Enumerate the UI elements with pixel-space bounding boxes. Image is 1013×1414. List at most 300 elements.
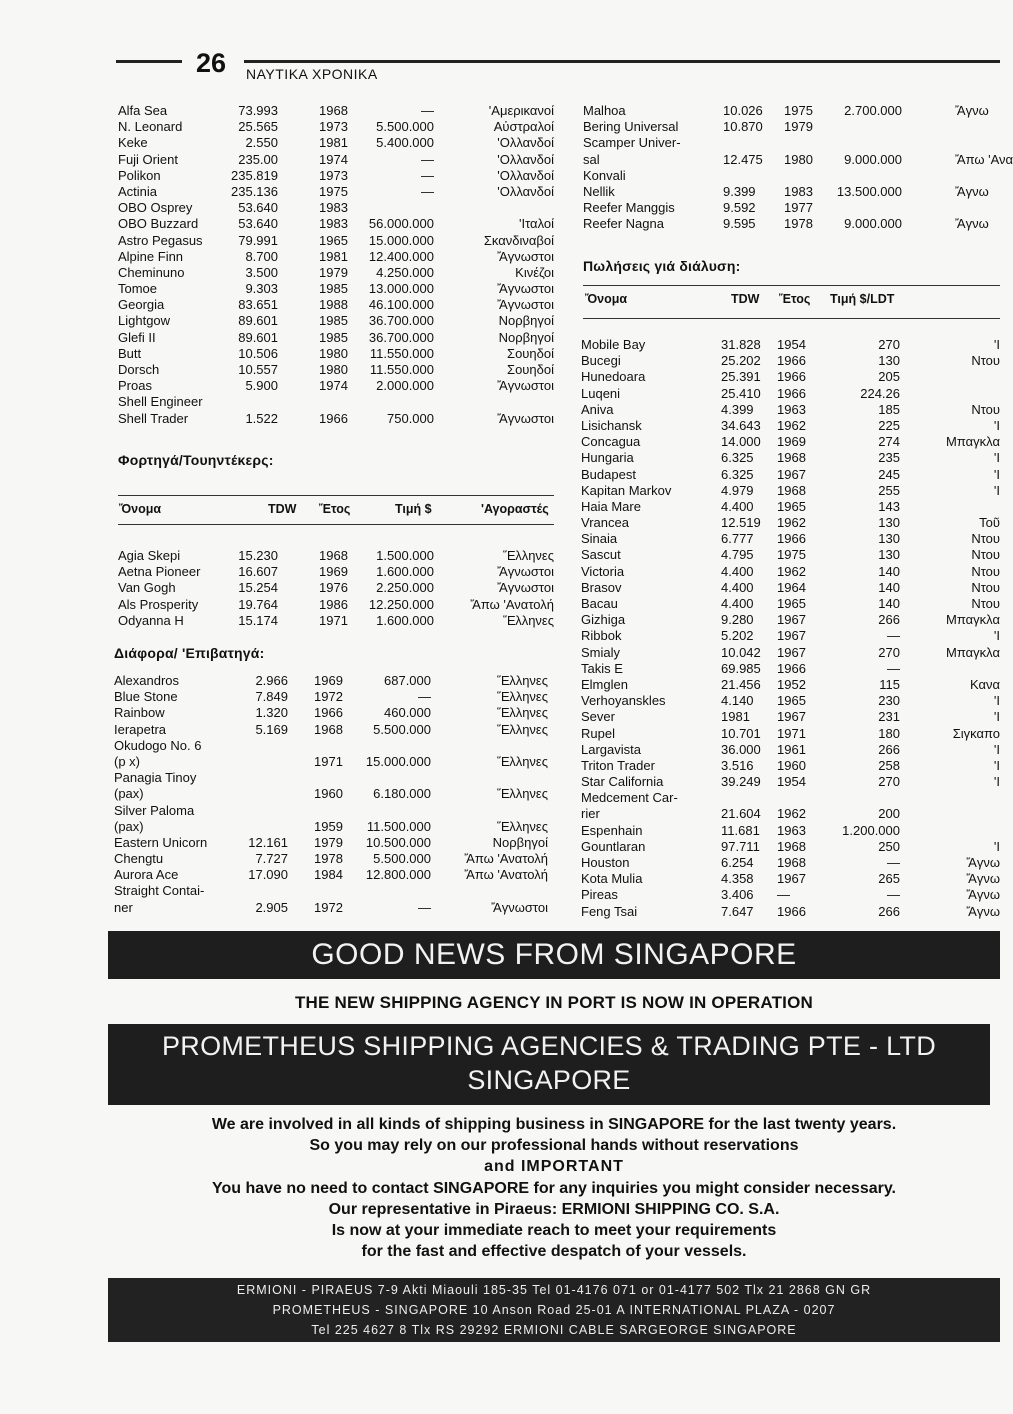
cell-year: 1966	[314, 705, 343, 721]
cell-price: 4.250.000	[376, 264, 434, 280]
cell-year: 1966	[777, 531, 806, 547]
cell-buyer: Ἄγνωστοι	[497, 580, 554, 596]
cell-name: Butt	[118, 345, 142, 361]
cell-tdw: 1981	[721, 709, 750, 725]
cell-tdw: 1.320	[255, 705, 288, 721]
cell-buyer: Ἕλληνες	[503, 612, 554, 628]
cell-price: 205	[878, 369, 900, 385]
cell-year: 1968	[777, 482, 806, 498]
cell-buyer: 'Ιταλοί	[519, 216, 554, 232]
table-row	[118, 297, 558, 313]
cell-tdw: 15.254	[238, 580, 278, 596]
cell-buyer: Σκανδιναβοί	[483, 232, 554, 248]
cell-buyer: Σιγκαπο	[952, 725, 1000, 741]
cell-year: 1975	[784, 103, 813, 118]
table-row	[118, 330, 558, 346]
cell-name: Shell Trader	[118, 410, 189, 426]
table-row	[118, 394, 558, 410]
cell-price: 224.26	[860, 385, 900, 401]
cell-year: 1966	[777, 660, 806, 676]
table-row	[583, 168, 1000, 184]
cell-year: 1965	[319, 232, 348, 248]
cell-price: 2.000.000	[376, 378, 434, 394]
cell-year: 1975	[319, 183, 348, 199]
cell-buyer: Ἄγνω	[966, 887, 1000, 903]
table-row	[114, 835, 554, 851]
col-price: Τιμή $	[395, 502, 432, 516]
cell-year: 1983	[319, 200, 348, 216]
misc-table	[114, 673, 554, 916]
table-row	[583, 119, 1000, 135]
cell-name: N. Leonard	[118, 119, 183, 135]
cell-buyer: 'I	[993, 757, 1000, 773]
table-row	[581, 839, 1000, 855]
table-row	[583, 103, 1000, 119]
cell-tdw: 10.026	[723, 103, 763, 118]
cell-buyer: Νορβηγοί	[492, 834, 548, 850]
cell-buyer: Ἕλληνες	[497, 786, 548, 802]
cell-name: Bering Universal	[583, 119, 679, 135]
col-price: Τιμή $/LDT	[830, 292, 895, 306]
cell-buyer: Ἄγνωστοι	[497, 410, 554, 426]
cell-buyer: 'I	[993, 337, 1000, 352]
cell-tdw: 10.701	[721, 725, 761, 741]
cell-buyer: 'I	[993, 417, 1000, 433]
table-row	[581, 337, 1000, 353]
cell-year: 1966	[777, 903, 806, 919]
cell-year: 1959	[314, 818, 343, 834]
cell-buyer: 'Ολλανδοί	[497, 151, 554, 167]
cell-price: —	[421, 167, 434, 183]
table-row	[581, 693, 1000, 709]
cell-name: Chengtu	[114, 851, 164, 867]
cell-tdw: 69.985	[721, 660, 761, 676]
table-row	[581, 499, 1000, 515]
cell-name: Largavista	[581, 741, 641, 757]
table-row	[581, 564, 1000, 580]
cell-year: 1963	[777, 822, 806, 838]
cell-name: Lisichansk	[581, 417, 642, 433]
cargo-table	[118, 548, 558, 629]
cell-name: Medcement Car-	[581, 790, 678, 806]
cell-tdw: 6.325	[721, 466, 754, 482]
table-row	[118, 103, 558, 119]
cell-year: 1968	[314, 721, 343, 737]
cell-year: 1976	[319, 580, 348, 596]
table-row	[118, 564, 558, 580]
cell-buyer: Ἕλληνες	[497, 721, 548, 737]
cell-tdw: 14.000	[721, 434, 761, 450]
cell-price: 46.100.000	[368, 297, 434, 313]
cell-buyer: 'I	[993, 709, 1000, 725]
cell-year: 1980	[319, 362, 348, 377]
cell-buyer: Ντου	[971, 563, 1000, 579]
cell-year: 1968	[777, 838, 806, 854]
cell-year: 1985	[319, 281, 348, 297]
cell-tdw: 3.406	[721, 887, 754, 903]
cell-tdw: 4.400	[721, 596, 754, 611]
cell-buyer: Νορβηγοί	[498, 313, 554, 329]
cell-name: Straight Contai-	[114, 883, 205, 899]
cell-price: 250	[878, 838, 900, 854]
cell-buyer: Κινέζοι	[515, 264, 554, 280]
cell-name: Ierapetra	[114, 721, 167, 737]
table-row	[581, 386, 1000, 402]
cell-price: —	[421, 151, 434, 167]
cell-price: 235	[878, 450, 900, 466]
cell-tdw: 3.516	[721, 757, 754, 773]
cell-price: 274	[878, 434, 900, 450]
cell-name: Pireas	[581, 887, 618, 903]
col-name: Ὄνομα	[119, 502, 162, 516]
cell-price: 130	[878, 531, 900, 547]
cell-buyer: 'Ολλανδοί	[497, 183, 554, 199]
cell-buyer: Μπαγκλα	[946, 612, 1000, 628]
table-row	[583, 151, 1013, 168]
table-row	[581, 628, 1000, 644]
cell-year: 1974	[319, 151, 348, 167]
cell-name: Fuji Orient	[118, 151, 178, 167]
cell-price: 245	[878, 466, 900, 482]
cargo-section-title: Φορτηγά/Τουηντέκερς:	[118, 452, 274, 468]
cell-tdw: 10.557	[238, 362, 278, 377]
cell-name: Rainbow	[114, 705, 165, 721]
table-row	[581, 580, 1000, 596]
table-row	[118, 152, 558, 168]
table-row	[118, 378, 558, 394]
cell-price: —	[421, 103, 434, 118]
cell-name: Gountlaran	[581, 838, 646, 854]
header-rule-right	[244, 60, 1000, 63]
ad-body-line: So you may rely on our professional hands without reservations	[309, 1137, 799, 1155]
table-row	[114, 867, 554, 883]
cell-buyer: Τοῦ	[979, 515, 1000, 531]
cell-price: 15.000.000	[365, 753, 431, 769]
cell-price: 5.500.000	[373, 851, 431, 867]
cell-year: 1978	[784, 216, 813, 232]
cell-year: 1983	[784, 183, 813, 199]
table-row	[581, 515, 1000, 531]
cell-name: Bucegi	[581, 353, 621, 369]
cell-year: 1972	[314, 899, 343, 915]
cell-buyer: Ἕλληνες	[497, 689, 548, 705]
cell-buyer: Ντου	[971, 547, 1000, 563]
cell-name: Alfa Sea	[118, 103, 168, 118]
table-row	[583, 135, 1000, 151]
col-name: Ὄνομα	[585, 292, 628, 306]
cell-price: 130	[878, 353, 900, 369]
cell-name: Kota Mulia	[581, 871, 643, 887]
cell-tdw: 25.202	[721, 353, 761, 369]
cell-price: 115	[879, 676, 900, 692]
cell-tdw: 11.681	[721, 822, 760, 838]
cell-year: 1968	[777, 450, 806, 466]
cell-tdw: 6.325	[721, 450, 754, 466]
ad-footer	[108, 1278, 1000, 1342]
cell-price: 130	[878, 547, 900, 563]
table-row	[581, 742, 1000, 758]
table-row	[581, 483, 1000, 499]
cell-year: 1984	[314, 867, 343, 883]
cell-name: Konvali	[583, 167, 626, 183]
cell-tdw: 9.280	[721, 612, 754, 628]
table-row	[583, 216, 1000, 232]
table-row	[581, 353, 1000, 369]
table-row	[114, 900, 554, 916]
cell-buyer: Ἄπω 'Ανατολή	[464, 851, 548, 867]
cell-tdw: 4.400	[721, 563, 754, 579]
ad-body-line: for the fast and effective despatch of your vessels.	[361, 1243, 747, 1261]
cell-name: Takis E	[581, 660, 623, 676]
cell-year: 1967	[777, 871, 806, 887]
cell-tdw: 25.410	[721, 385, 761, 401]
cell-name: Verhoyanskles	[581, 693, 666, 709]
cell-tdw: 53.640	[238, 216, 278, 232]
cell-buyer: Ντου	[971, 401, 1000, 417]
table-row	[118, 119, 558, 135]
cell-price: 130	[878, 515, 900, 531]
cell-year: 1973	[319, 167, 348, 183]
table-row	[581, 855, 1000, 871]
table-row	[118, 168, 558, 184]
cell-buyer: Ἄγνωστοι	[497, 281, 554, 297]
cell-year: 1981	[319, 135, 348, 151]
table-row	[114, 770, 554, 786]
cell-name: Odyanna H	[118, 612, 184, 628]
cell-name: Nellik	[583, 183, 615, 199]
cell-buyer: 'I	[993, 482, 1000, 498]
cell-tdw: 39.249	[721, 774, 761, 790]
cell-buyer: Ἕλληνες	[497, 705, 548, 721]
cell-name: Rupel	[581, 725, 615, 741]
cell-name: Panagia Tinoy	[114, 770, 197, 786]
cell-price: 1.600.000	[376, 564, 434, 580]
cell-name: Dorsch	[118, 362, 160, 377]
table-row	[581, 596, 1000, 612]
cell-name: Agia Skepi	[118, 548, 181, 563]
table-row	[118, 362, 558, 378]
cell-buyer: Ἄγνω	[966, 871, 1000, 887]
cell-price: 12.800.000	[365, 867, 431, 883]
cell-price: 11.550.000	[369, 345, 434, 361]
right-top-table	[583, 103, 1013, 233]
cell-year: 1965	[777, 498, 806, 514]
cell-price: 750.000	[387, 410, 434, 426]
table-row	[581, 645, 1000, 661]
cell-name: Feng Tsai	[581, 903, 638, 919]
cell-price: 180	[878, 725, 900, 741]
cell-name: sal	[583, 151, 600, 167]
cell-buyer: Αὐστραλοί	[493, 119, 554, 135]
cell-year: 1962	[777, 417, 806, 433]
cell-tdw: 4.400	[721, 579, 754, 595]
cell-price: 255	[878, 482, 900, 498]
cell-tdw: 83.651	[238, 297, 278, 313]
cell-year: 1954	[777, 337, 806, 352]
col-tdw: TDW	[268, 502, 297, 516]
cell-buyer: Μπαγκλα	[946, 434, 1000, 450]
cell-tdw: 9.592	[723, 200, 756, 216]
cell-buyer: Ἄγνωστοι	[491, 899, 548, 915]
cell-price: 2.700.000	[844, 103, 902, 118]
cell-buyer: Ἄγνω	[955, 103, 989, 118]
cell-name: Cheminuno	[118, 264, 185, 280]
footer-line: PROMETHEUS - SINGAPORE 10 Anson Road 25-01 A INTERNATIONAL PLAZA - 0207	[272, 1303, 836, 1317]
cell-price: —	[887, 660, 900, 676]
cell-name: OBO Osprey	[118, 200, 193, 216]
cell-price: 6.180.000	[373, 786, 431, 802]
cell-year: 1960	[314, 786, 343, 802]
cell-buyer: 'I	[993, 741, 1000, 757]
table-row	[581, 709, 1000, 725]
cell-tdw: 31.828	[721, 337, 761, 352]
table-row	[583, 200, 1000, 216]
cell-name: Kapitan Markov	[581, 482, 672, 498]
ad-body-line: and IMPORTANT	[484, 1158, 624, 1176]
cell-tdw: 10.506	[238, 345, 278, 361]
table-row	[581, 758, 1000, 774]
cell-price: 36.700.000	[368, 313, 434, 329]
cell-buyer: Ἄπω 'Ανατολή	[464, 867, 548, 883]
table-row	[581, 726, 1000, 742]
cell-buyer: Ἕλληνες	[503, 548, 554, 563]
cell-price: 225	[878, 417, 900, 433]
cell-name: Smialy	[581, 644, 621, 660]
cell-year: 1964	[777, 579, 806, 595]
cell-year: 1975	[777, 547, 806, 563]
cell-tdw: 4.399	[721, 401, 754, 417]
cell-tdw: 235.819	[231, 167, 278, 183]
cell-year: 1980	[784, 151, 813, 167]
cell-name: Vrancea	[581, 515, 629, 531]
cell-name: Malhoa	[583, 103, 626, 118]
table-row	[114, 722, 554, 738]
table-row	[114, 819, 554, 835]
cell-year: 1966	[777, 353, 806, 369]
cell-tdw: 235.136	[231, 183, 278, 199]
cell-year: 1979	[784, 119, 813, 135]
cell-buyer: 'Ολλανδοί	[497, 135, 554, 151]
cell-price: 9.000.000	[844, 216, 902, 232]
cell-year: 1972	[314, 689, 343, 705]
cell-buyer: Ἄγνωστοι	[497, 297, 554, 313]
cell-buyer: Ἄγνωστοι	[497, 564, 554, 580]
footer-line: Tel 225 4627 8 Tlx RS 29292 ERMIONI CABLE SARGEORGE SINGAPORE	[311, 1323, 797, 1337]
cell-name: Sascut	[581, 547, 621, 563]
cell-tdw: 19.764	[238, 596, 278, 612]
cell-year: 1962	[777, 563, 806, 579]
cell-name: Sinaia	[581, 531, 618, 547]
table-row	[118, 265, 558, 281]
cell-name: Espenhain	[581, 822, 643, 838]
table-row	[581, 661, 1000, 677]
cell-tdw: 21.456	[721, 676, 761, 692]
cell-buyer: 'I	[993, 450, 1000, 466]
table-row	[114, 705, 554, 721]
cell-name: Houston	[581, 855, 630, 870]
cell-name: Ribbok	[581, 628, 622, 644]
cell-tdw: 25.391	[721, 369, 761, 385]
cell-price: 10.500.000	[365, 834, 431, 850]
cell-year: 1969	[319, 564, 348, 580]
cell-name: Bacau	[581, 596, 618, 611]
table-row	[581, 402, 1000, 418]
cell-price: 15.000.000	[368, 232, 434, 248]
table-row	[581, 871, 1000, 887]
cell-price: 143	[878, 498, 900, 514]
cell-name: Reefer Manggis	[583, 200, 675, 216]
cell-tdw: 4.979	[721, 482, 754, 498]
cell-tdw: 8.700	[245, 248, 278, 264]
cell-price: —	[418, 899, 431, 915]
misc-section-title: Διάφορα/ 'Επιβατηγά:	[114, 645, 265, 661]
table-row	[581, 467, 1000, 483]
table-row	[581, 904, 1000, 920]
cell-price: 5.400.000	[376, 135, 434, 151]
demolition-table-header	[583, 285, 1000, 319]
cell-year: 1971	[314, 753, 343, 769]
cell-name: Alexandros	[114, 673, 180, 688]
cell-buyer: Ἕλληνες	[497, 673, 548, 688]
cell-year: 1960	[777, 757, 806, 773]
cell-price: 266	[878, 741, 900, 757]
cell-name: Lightgow	[118, 313, 171, 329]
cell-tdw: 2.905	[255, 899, 288, 915]
cell-price: —	[421, 183, 434, 199]
cell-tdw: 7.727	[255, 851, 288, 867]
table-row	[118, 184, 558, 200]
cell-year: 1963	[777, 401, 806, 417]
table-row	[581, 369, 1000, 385]
table-row	[114, 803, 554, 819]
cell-name: Aetna Pioneer	[118, 564, 201, 580]
cell-name: Reefer Nagna	[583, 216, 664, 232]
table-row	[581, 531, 1000, 547]
ad-company-banner	[108, 1024, 990, 1105]
cell-tdw: 3.500	[245, 264, 278, 280]
cell-tdw: 17.090	[248, 867, 288, 883]
cell-tdw: 10.870	[723, 119, 763, 135]
cell-buyer: Σουηδοί	[507, 362, 554, 377]
cell-tdw: 4.358	[721, 871, 754, 887]
cell-name: Eastern Unicorn	[114, 834, 208, 850]
table-row	[581, 612, 1000, 628]
cell-name: Astro Pegasus	[118, 232, 203, 248]
table-row	[114, 689, 554, 705]
cell-tdw: 79.991	[238, 232, 278, 248]
table-row	[114, 883, 554, 899]
table-row	[118, 548, 558, 564]
cell-buyer: Νορβηγοί	[498, 329, 554, 345]
cell-year: 1968	[777, 855, 806, 870]
demolition-table	[581, 337, 1000, 920]
cell-name: Hunedoara	[581, 369, 646, 385]
cell-tdw: 34.643	[721, 417, 761, 433]
table-row	[581, 418, 1000, 434]
ad-banner: GOOD NEWS FROM SINGAPORE	[108, 931, 1000, 979]
cell-price: 1.600.000	[376, 612, 434, 628]
cell-price: 270	[878, 644, 900, 660]
cell-price: —	[887, 855, 900, 870]
table-row	[581, 434, 1000, 450]
cell-price: 266	[878, 903, 900, 919]
cell-buyer: 'I	[993, 466, 1000, 482]
table-row	[118, 411, 558, 427]
table-row	[118, 613, 558, 629]
cell-tdw: 16.607	[238, 564, 278, 580]
table-row	[581, 806, 1000, 822]
cell-tdw: 15.174	[238, 612, 278, 628]
